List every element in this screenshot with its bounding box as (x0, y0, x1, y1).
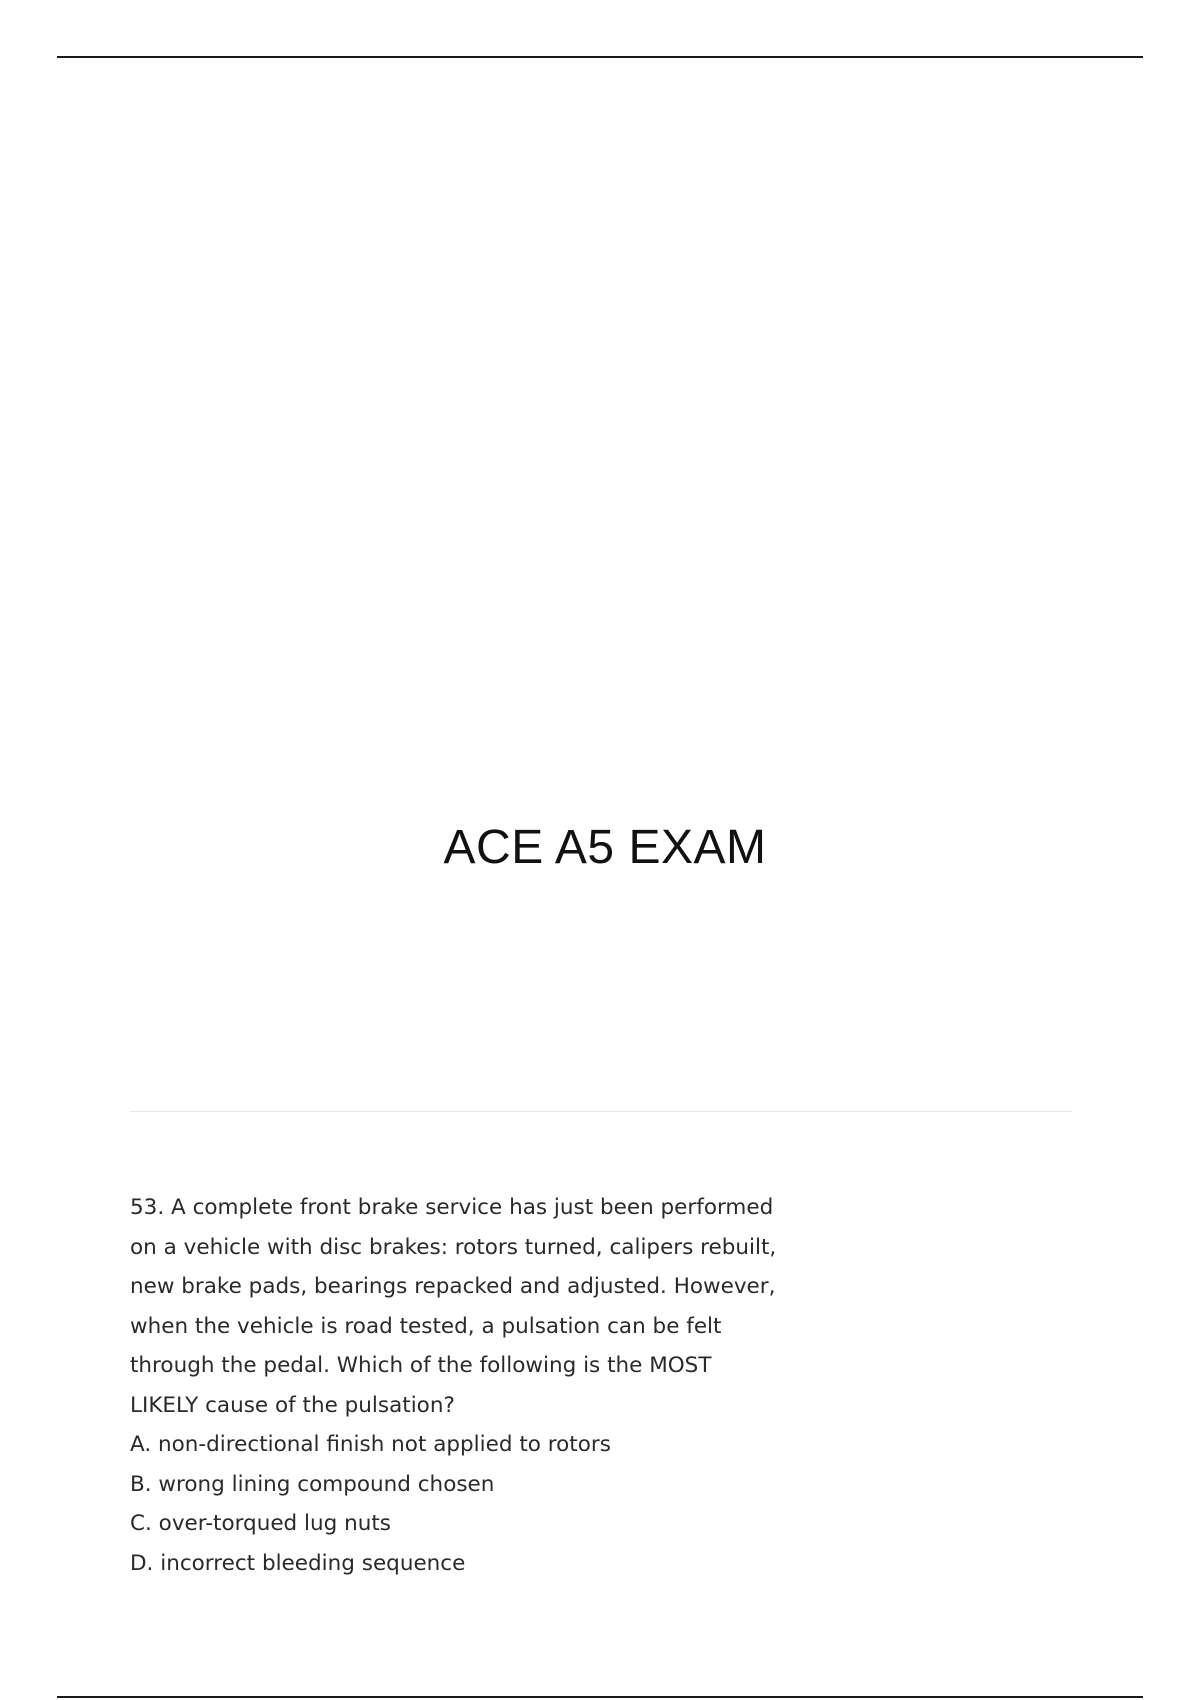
option-b: B. wrong lining compound chosen (130, 1471, 495, 1497)
answer-options (130, 1425, 830, 1583)
option-d: D. incorrect bleeding sequence (130, 1550, 466, 1576)
section-divider (130, 1111, 1072, 1112)
option-a: A. non-directional finish not applied to rotors (130, 1432, 611, 1457)
question-line: LIKELY cause of the pulsation? (130, 1392, 455, 1418)
question-block (130, 1188, 830, 1583)
question-line: new brake pads, bearings repacked and adjusted. However, (130, 1274, 776, 1299)
question-text (130, 1188, 830, 1425)
option-c: C. over-torqued lug nuts (130, 1511, 392, 1536)
document-title: ACE A5 EXAM (443, 821, 767, 874)
question-line: through the pedal. Which of the following is the MOST (130, 1353, 712, 1378)
question-line: when the vehicle is road tested, a pulsation can be felt (130, 1313, 722, 1339)
top-rule (57, 56, 1143, 58)
question-line: 53. A complete front brake service has just been performed (130, 1195, 774, 1220)
question-line: on a vehicle with disc brakes: rotors turned, calipers rebuilt, (130, 1234, 777, 1260)
bottom-rule (57, 1696, 1143, 1698)
